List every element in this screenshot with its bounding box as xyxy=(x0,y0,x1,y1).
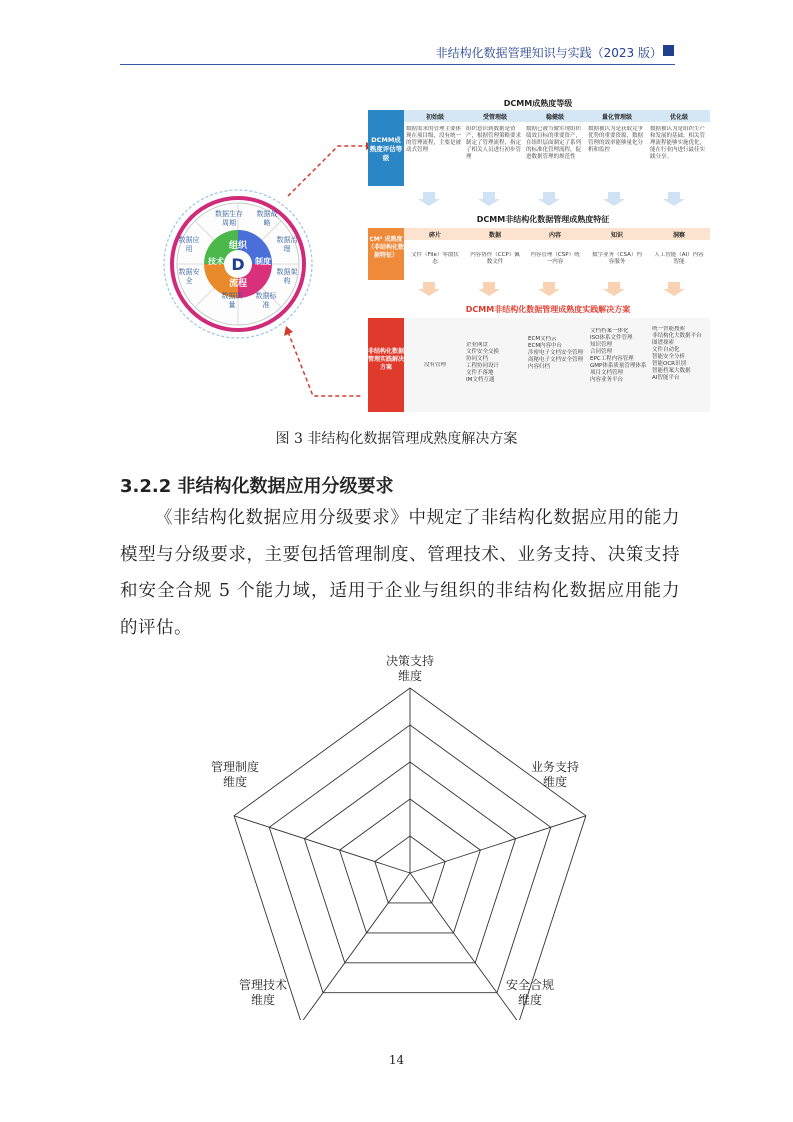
level-head-1: 初始级 xyxy=(425,114,444,121)
radar-chart xyxy=(190,650,610,1020)
header-title: 非结构化数据管理知识与实践（2023 版） xyxy=(435,46,662,60)
section3-title: DCMM非结构化数据管理成熟度实践解决方案 xyxy=(465,305,631,314)
solution-item: 涉密电子文档安全管理 xyxy=(528,350,584,356)
feature-head-5: 洞察 xyxy=(672,232,685,239)
figure-dcmm-solution xyxy=(158,96,710,416)
level-desc-1: 数据需求的管理主要体现在项目级，没有统一的管理流程，主要是被动式管理 xyxy=(406,126,462,153)
radar-axis-label-line: 管理制度 xyxy=(210,760,259,774)
radar-axis-label-line: 决策支持 xyxy=(385,654,434,668)
level-head-4: 量化管理级 xyxy=(601,114,632,121)
solution-item: 统一智能搜索 xyxy=(652,326,686,332)
wheel-item-lifecycle: 数据生存周期 xyxy=(215,210,243,227)
feature-head-2: 数据 xyxy=(488,232,501,239)
radar-axis-label-business xyxy=(520,760,590,790)
solution-item: 智能档案大数据 xyxy=(652,368,691,374)
body-paragraph: 《非结构化数据应用分级要求》中规定了非结构化数据应用的能力模型与分级要求，主要包括管理制度、管理技术、业务支持、决策支持和安全合规 5 个能力域，适用于企业与组织的非结构化数据应用能力的评估。 xyxy=(120,508,680,638)
solution-item: ECM文档云 xyxy=(528,336,557,342)
feature-desc-2: 内容协作（CCP）佩数文件 xyxy=(470,252,520,265)
radar-axis-label-line: 维度 xyxy=(222,775,247,789)
radar-axis-label-line: 维度 xyxy=(397,669,422,683)
solution-item: ECM内容中台 xyxy=(528,343,563,349)
level-head-5: 优化级 xyxy=(669,114,688,121)
solution-item: AI智能平台 xyxy=(652,375,680,381)
wheel-item-strategy: 数据战略 xyxy=(256,210,278,227)
wheel-item-standard: 数据标准 xyxy=(255,292,277,309)
solution-item: EPC工程内容管理 xyxy=(590,356,634,362)
solution-item: 工程协同设计 xyxy=(466,363,500,369)
solution-item: IM文档互通 xyxy=(466,377,495,383)
solution-item: 智能安全分析 xyxy=(652,354,686,360)
radar-spoke-2 xyxy=(410,816,586,873)
radar-axis-label-line: 维度 xyxy=(517,993,542,1007)
level-desc-2: 组织意识到数据是资产，根据管理策略要求制定了管理流程，指定了相关人员进行初步管理 xyxy=(466,126,522,160)
wheel-item-governance: 数据治理 xyxy=(276,236,298,253)
radar-axis-label-decision xyxy=(375,654,445,684)
section1-side-label: DCMM成熟度评估等级 xyxy=(368,110,404,186)
radar-axis-label-policy xyxy=(200,760,270,790)
solution-item: 项目文档管理 xyxy=(590,370,624,376)
feature-desc-1: 文件（File）零散状态 xyxy=(411,252,459,265)
radar-axis-label-line: 业务支持 xyxy=(530,760,579,774)
solution-item: ISO体系文件管理 xyxy=(590,335,633,341)
radar-axis-label-tech xyxy=(228,978,298,1008)
level-desc-4: 数据被认为是获取竞争优势的重要资源，数据管理的效率能够量化分析和监控 xyxy=(588,126,644,153)
feature-desc-5: 人工智能（AI）内容智能 xyxy=(654,252,704,265)
wheel-item-architecture: 数据架构 xyxy=(276,268,298,285)
solution-item: GMP体系质量管理体系 xyxy=(590,363,647,369)
connector-arrows xyxy=(288,146,366,396)
radar-axis-label-line: 维度 xyxy=(542,775,567,789)
solution-item: 合同管理 xyxy=(590,349,613,355)
solution-item: 知识管理 xyxy=(590,342,613,348)
solution-col-4 xyxy=(590,328,648,384)
solution-col-1: 没有管理 xyxy=(423,362,446,368)
solution-item: 文档档案一体化 xyxy=(590,328,629,334)
feature-desc-3: 内容管理（CSP）统一内容 xyxy=(530,252,580,265)
figure-caption: 图 3 非结构化数据管理成熟度解决方案 xyxy=(275,431,518,447)
solution-item: 内容业务平台 xyxy=(590,377,624,383)
solution-item: 商秘电子文档安全管理 xyxy=(528,357,584,363)
radar-spoke-4 xyxy=(301,873,410,1020)
page-number: 14 xyxy=(388,1053,405,1067)
solution-col-5 xyxy=(652,326,710,382)
level-head-3: 稳健级 xyxy=(545,114,564,121)
section2-title: DCMM非结构化数据管理成熟度特征 xyxy=(476,215,610,224)
solution-item: 非结构化大数据平台 xyxy=(652,333,702,339)
section3-side-label: 非结构化数据管理实践解决方案 xyxy=(368,318,404,412)
wheel-center-rule: 制度 xyxy=(255,257,271,266)
level-desc-3: 数据已被当做实现组织绩效目标的重要资产，在组织层面制定了系列的标准化管理流程，促进数据管理的规范性 xyxy=(526,126,582,160)
radar-axis-label-line: 维度 xyxy=(250,993,275,1007)
solution-item: 内容归档 xyxy=(528,364,551,370)
wheel-logo-icon: D xyxy=(231,255,245,274)
header-square-mark xyxy=(663,45,674,56)
wheel-item-quality: 数据质量 xyxy=(221,292,243,309)
wheel-center-org: 组织 xyxy=(228,241,247,251)
feature-head-4: 知识 xyxy=(610,232,623,239)
section1-title: DCMM成熟度等级 xyxy=(503,99,573,108)
solution-item: 图谱探索 xyxy=(652,340,675,346)
wheel-center-process: 流程 xyxy=(228,279,247,289)
section-heading: 3.2.2 非结构化数据应用分级要求 xyxy=(120,476,394,497)
feature-desc-4: 数字业务（CSA）内容服务 xyxy=(592,252,642,265)
level-desc-5: 数据被认为是组织生产和发展的基础，相关管理流程能够实施优化，能在行业内进行最佳实践分享。 xyxy=(650,126,706,160)
wheel-item-application: 数据应用 xyxy=(178,236,200,253)
radar-axis-label-line: 安全合规 xyxy=(505,978,554,992)
level-down-arrows xyxy=(418,192,685,206)
wheel-center-tech: 技术 xyxy=(208,257,224,266)
solution-item: 文件安全交换 xyxy=(466,349,500,355)
solution-item: 智能OCR识别 xyxy=(652,361,686,367)
solution-item: 文件自动化 xyxy=(652,347,680,353)
feature-head-1: 碎片 xyxy=(428,232,441,239)
solution-col-2 xyxy=(466,342,524,384)
radar-axis-label-line: 管理技术 xyxy=(238,978,287,992)
radar-spoke-5 xyxy=(234,816,410,873)
solution-item: 企业网盘 xyxy=(466,342,489,348)
solution-item: 协同文档 xyxy=(466,356,489,362)
section2-side-label: CM³ 成熟度（非结构化数据特征） xyxy=(368,228,404,280)
radar-axis-label-security xyxy=(495,978,565,1008)
solution-item: 文件不落地 xyxy=(466,370,494,376)
radar-grid xyxy=(190,650,610,1020)
wheel-item-security: 数据安全 xyxy=(178,268,200,285)
feature-down-arrows xyxy=(418,282,685,296)
header-rule xyxy=(120,64,675,65)
solution-col-3 xyxy=(528,336,586,371)
level-head-2: 受管理级 xyxy=(482,114,507,121)
feature-head-3: 内容 xyxy=(548,232,561,239)
